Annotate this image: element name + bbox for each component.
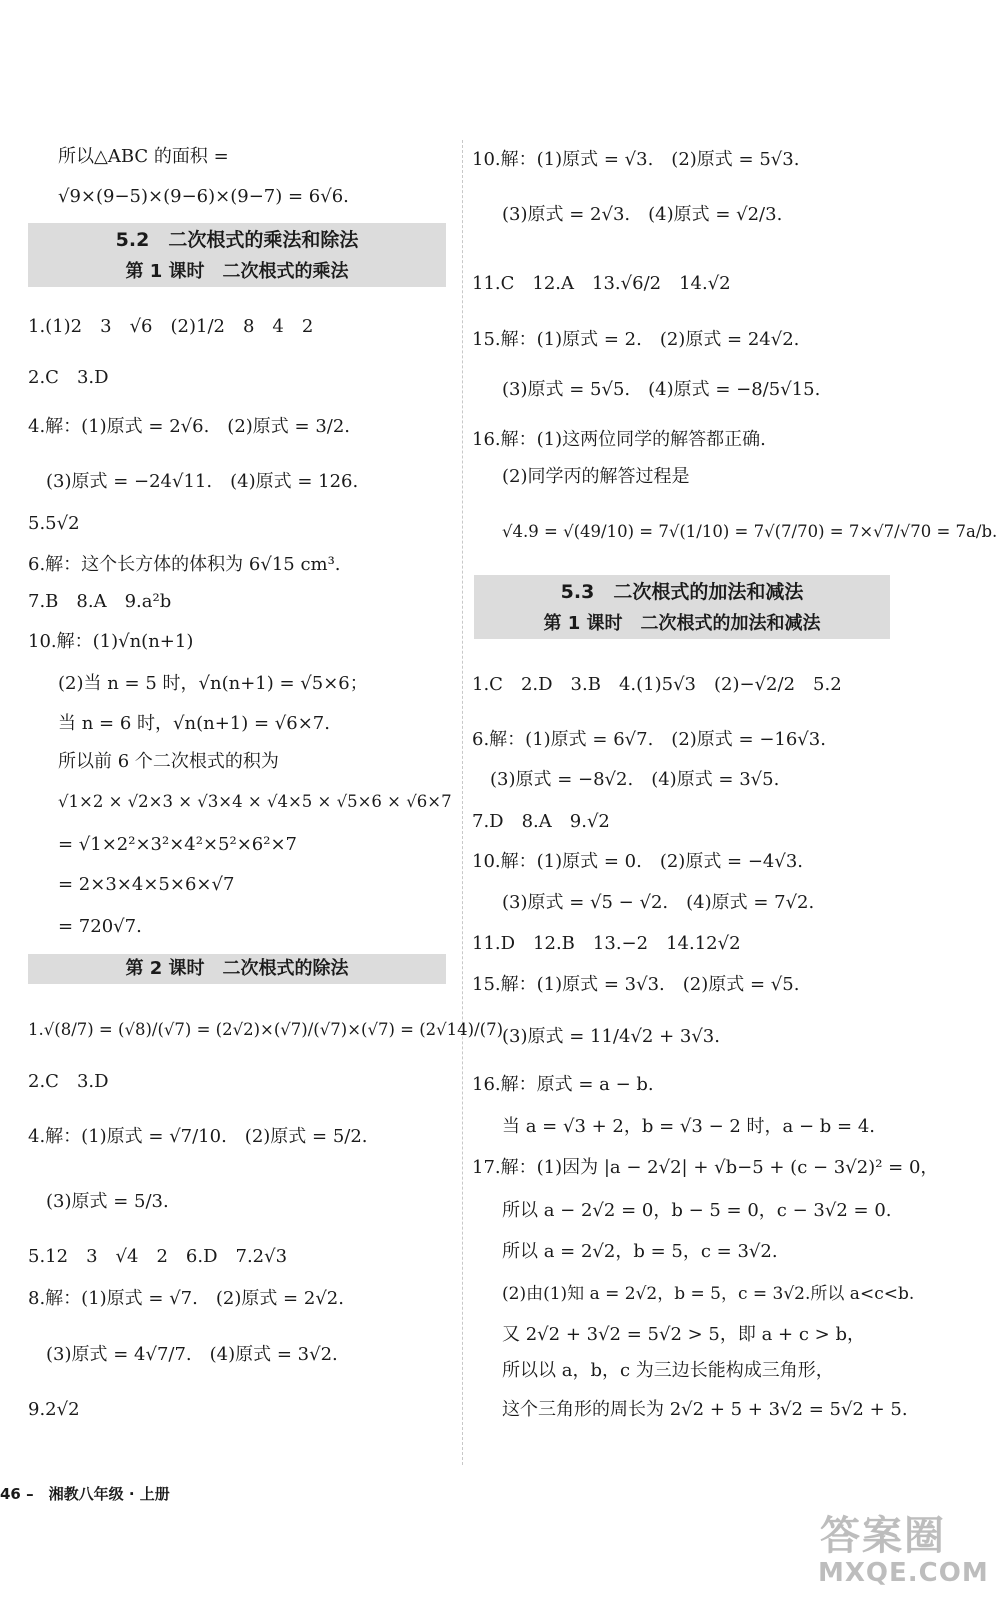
answer-line: 这个三角形的周长为 2√2 + 5 + 3√2 = 5√2 + 5. bbox=[502, 1399, 908, 1420]
answer-line: 16.解：(1)这两位同学的解答都正确. bbox=[472, 429, 766, 450]
answer-line: 7.D 8.A 9.√2 bbox=[472, 811, 610, 832]
lesson-heading-2: 第 2 课时 二次根式的除法 bbox=[28, 954, 446, 984]
answer-line: (3)原式 = −8√2. (4)原式 = 3√5. bbox=[490, 769, 780, 790]
answer-line: 1.C 2.D 3.B 4.(1)5√3 (2)−√2/2 5.2 bbox=[472, 674, 842, 695]
answer-line: 所以 a − 2√2 = 0，b − 5 = 0，c − 3√2 = 0. bbox=[502, 1200, 892, 1221]
answer-line: 7.B 8.A 9.a²b bbox=[28, 591, 172, 612]
answer-line: 15.解：(1)原式 = 3√3. (2)原式 = √5. bbox=[472, 974, 800, 995]
lesson-heading-3: 第 1 课时 二次根式的加法和减法 bbox=[474, 609, 890, 639]
answer-line: 8.解：(1)原式 = √7. (2)原式 = 2√2. bbox=[28, 1288, 344, 1309]
answer-line: 2.C 3.D bbox=[28, 1071, 109, 1092]
answer-line: (2)由(1)知 a = 2√2，b = 5，c = 3√2.所以 a<c<b. bbox=[502, 1284, 915, 1304]
answer-line: (2)当 n = 5 时，√n(n+1) = √5×6； bbox=[58, 673, 368, 694]
answer-line: 15.解：(1)原式 = 2. (2)原式 = 24√2. bbox=[472, 329, 800, 350]
answer-line: 10.解：(1)√n(n+1) bbox=[28, 631, 194, 652]
answer-line: 4.解：(1)原式 = 2√6. (2)原式 = 3/2. bbox=[28, 416, 351, 437]
answer-line: 当 n = 6 时，√n(n+1) = √6×7. bbox=[58, 713, 330, 734]
text-line: 所以△ABC 的面积 = bbox=[58, 146, 229, 167]
answer-line: 又 2√2 + 3√2 = 5√2 > 5，即 a + c > b， bbox=[502, 1324, 865, 1345]
answer-line: (3)原式 = 5/3. bbox=[46, 1191, 169, 1212]
answer-line: 所以以 a，b，c 为三边长能构成三角形， bbox=[502, 1360, 834, 1381]
answer-line: 1.√(8/7) = (√8)/(√7) = (2√2)×(√7)/(√7)×(√7) = (2√14)/(7) bbox=[28, 1020, 504, 1039]
answer-line: (3)原式 = 11/4√2 + 3√3. bbox=[502, 1026, 720, 1047]
answer-line: 所以前 6 个二次根式的积为 bbox=[58, 751, 279, 772]
answer-line: (3)原式 = −24√11. (4)原式 = 126. bbox=[46, 471, 359, 492]
answer-line: 16.解：原式 = a − b. bbox=[472, 1074, 654, 1095]
answer-line: 10.解：(1)原式 = √3. (2)原式 = 5√3. bbox=[472, 149, 800, 170]
lesson-heading-1: 第 1 课时 二次根式的乘法 bbox=[28, 257, 446, 287]
answer-line: (3)原式 = 5√5. (4)原式 = −8/5√15. bbox=[502, 379, 821, 400]
answer-line: 11.C 12.A 13.√6/2 14.√2 bbox=[472, 273, 731, 294]
watermark-logo bbox=[810, 1502, 1000, 1600]
answer-line: 所以 a = 2√2，b = 5，c = 3√2. bbox=[502, 1241, 778, 1262]
text-line: √9×(9−5)×(9−6)×(9−7) = 6√6. bbox=[58, 186, 349, 207]
watermark-main: 答案圈 bbox=[820, 1513, 946, 1559]
answer-line: = √1×2²×3²×4²×5²×6²×7 bbox=[58, 834, 298, 855]
answer-line: √4.9 = √(49/10) = 7√(1/10) = 7√(7/70) = 7×√7/√70 = 7a/b. bbox=[502, 522, 998, 541]
column-divider bbox=[462, 140, 463, 1465]
watermark-sub: MXQE.COM bbox=[818, 1558, 989, 1588]
answer-line: 6.解：(1)原式 = 6√7. (2)原式 = −16√3. bbox=[472, 729, 826, 750]
answer-line: = 720√7. bbox=[58, 916, 142, 937]
answer-line: √1×2 × √2×3 × √3×4 × √4×5 × √5×6 × √6×7 bbox=[58, 792, 452, 811]
answer-line: 4.解：(1)原式 = √7/10. (2)原式 = 5/2. bbox=[28, 1126, 368, 1147]
answer-line: 6.解：这个长方体的体积为 6√15 cm³. bbox=[28, 554, 341, 575]
answer-line: 10.解：(1)原式 = 0. (2)原式 = −4√3. bbox=[472, 851, 804, 872]
answer-line: (3)原式 = 4√7/7. (4)原式 = 3√2. bbox=[46, 1344, 338, 1365]
answer-line: (3)原式 = 2√3. (4)原式 = √2/3. bbox=[502, 204, 783, 225]
answer-line: (2)同学丙的解答过程是 bbox=[502, 466, 690, 487]
answer-line: 17.解：(1)因为 |a − 2√2| + √b−5 + (c − 3√2)² = 0， bbox=[472, 1157, 939, 1178]
answer-line: 9.2√2 bbox=[28, 1399, 80, 1420]
answer-line: (3)原式 = √5 − √2. (4)原式 = 7√2. bbox=[502, 892, 815, 913]
answer-line: 2.C 3.D bbox=[28, 367, 109, 388]
section-heading-5-3: 5.3 二次根式的加法和减法 bbox=[474, 575, 890, 609]
section-heading-5-2: 5.2 二次根式的乘法和除法 bbox=[28, 223, 446, 257]
answer-line: 5.12 3 √4 2 6.D 7.2√3 bbox=[28, 1246, 288, 1267]
page-footer: 46 – 湘教八年级 · 上册 bbox=[0, 1485, 170, 1503]
answer-line: = 2×3×4×5×6×√7 bbox=[58, 874, 235, 895]
answer-line: 1.(1)2 3 √6 (2)1/2 8 4 2 bbox=[28, 316, 314, 337]
answer-line: 当 a = √3 + 2，b = √3 − 2 时，a − b = 4. bbox=[502, 1116, 876, 1137]
answer-line: 11.D 12.B 13.−2 14.12√2 bbox=[472, 933, 741, 954]
answer-line: 5.5√2 bbox=[28, 513, 80, 534]
